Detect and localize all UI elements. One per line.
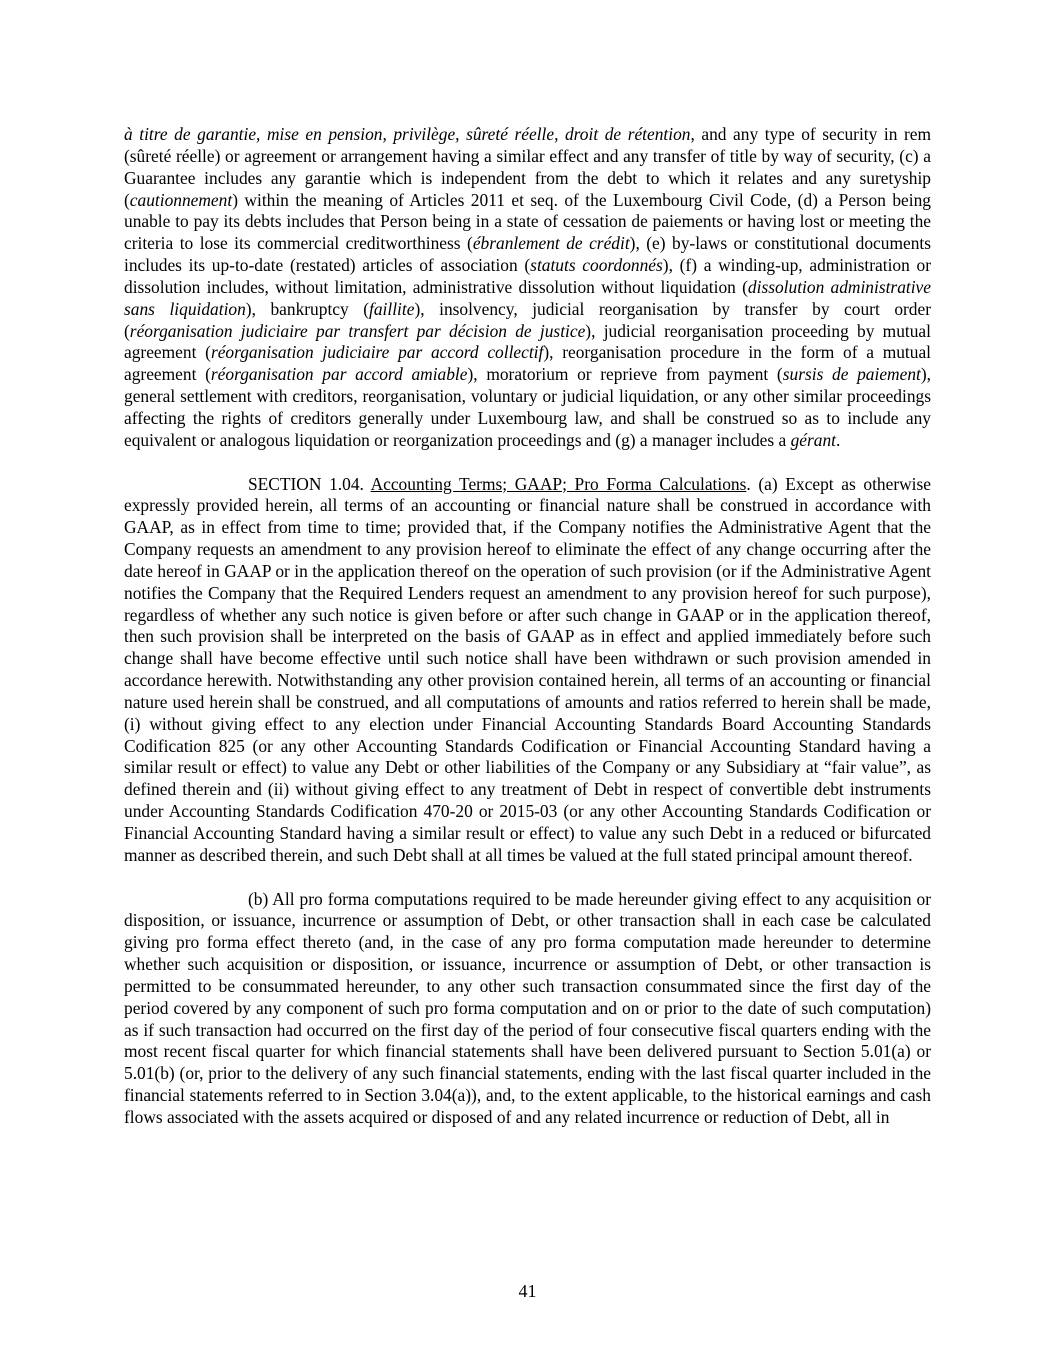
text-segment: sursis de paiement (782, 364, 921, 385)
document-page (124, 124, 931, 1129)
text-segment: . (835, 429, 841, 450)
text-segment: ), (e) by-laws or constitutional documents includes its up-to-date (restated) articles of association ( (124, 233, 931, 276)
text-segment: ), judicial reorganisation proceeding by mutual agreement ( (124, 320, 931, 363)
text-segment: ), general settlement with creditors, reorganisation, voluntary or judicial liquidation, or any other similar proceedings affecting the rights of creditors generally under Luxembourg law, and shall be construed so as to include any equivalent or analogous liquidation or reorganization proceedings and (g) a manager includes a (124, 364, 931, 450)
text-segment: ), moratorium or reprieve from payment ( (467, 364, 783, 385)
text-segment: ), reorganisation procedure in the form of a mutual agreement ( (124, 342, 932, 385)
text-segment: dissolution administrative sans liquidation (124, 276, 931, 319)
text-segment: (b) All pro forma computations required to be made hereunder giving effect to any acquisition or disposition, or issuance, incurrence or assumption of Debt, or other transaction shall in each case be calculated giving pro forma effect thereto (and, in the case of any pro forma computation made hereunder to determine whether such acquisition or disposition, or issuance, incurrence or assumption of Debt, or other transaction is permitted to be consummated hereunder, to any other such transaction consummated since the first day of the period covered by any component of such pro forma computation and on or prior to the date of such computation) as if such transaction had occurred on the first day of the period of four consecutive fiscal quarters ending with the most recent fiscal quarter for which financial statements shall have been delivered pursuant to Section 5.01(a) or 5.01(b) (or, prior to the delivery of any such financial statements, ending with the last fiscal quarter included in the financial statements referred to in Section 3.04(a)), and, to the extent applicable, to the historical earnings and cash flows associated with the assets acquired or disposed of and any related incurrence or reduction of Debt, all in (124, 888, 931, 1127)
section-1-04-paragraph (124, 474, 931, 867)
text-segment: réorganisation judiciaire par accord collectif (210, 342, 544, 363)
text-segment: réorganisation judiciaire par transfert par décision de justice (129, 320, 586, 341)
text-segment: , and any type of security in rem (sûreté réelle) or agreement or arrangement having a similar effect and any transfer of title by way of security, (c) a Guarantee includes any garantie which is independent from the debt to which it relates and any suretyship ( (124, 124, 931, 210)
definitions-paragraph (124, 124, 931, 452)
text-segment: . (a) Except as otherwise expressly provided herein, all terms of an accounting or financial nature shall be construed in accordance with GAAP, as in effect from time to time; provided that, if the Company notifies the Administrative Agent that the Company requests an amendment to any provision hereof to eliminate the effect of any change occurring after the date hereof in GAAP or in the application thereof on the operation of such provision (or if the Administrative Agent notifies the Company that the Required Lenders request an amendment to any provision hereof for such purpose), regardless of whether any such notice is given before or after such change in GAAP or in the application thereof, then such provision shall be interpreted on the basis of GAAP as in effect and applied immediately before such change shall have become effective until such notice shall have been withdrawn or such provision amended in accordance herewith. Notwithstanding any other provision contained herein, all terms of an accounting or financial nature used herein shall be construed, and all computations of amounts and ratios referred to herein shall be made, (i) without giving effect to any election under Financial Accounting Standards Board Accounting Standards Codification 825 (or any other Accounting Standards Codification or Financial Accounting Standard having a similar result or effect) to value any Debt or other liabilities of the Company or any Subsidiary at “fair value”, as defined therein and (ii) without giving effect to any treatment of Debt in respect of convertible debt instruments under Accounting Standards Codification 470-20 or 2015-03 (or any other Accounting Standards Codification or Financial Accounting Standard having a similar result or effect) to value any such Debt in a reduced or bifurcated manner as described therein, and such Debt shall at all times be valued at the full stated principal amount thereof. (124, 473, 931, 865)
text-segment: cautionnement (129, 189, 233, 210)
text-segment: statuts coordonnés (530, 255, 663, 276)
page-number: 41 (518, 1281, 537, 1301)
pro-forma-paragraph (124, 889, 931, 1129)
text-segment: ), insolvency, judicial reorganisation by transfer by court order ( (124, 298, 932, 341)
section-heading: Accounting Terms; GAAP; Pro Forma Calculations (370, 473, 747, 494)
section-number: SECTION 1.04. (248, 473, 371, 494)
text-segment: réorganisation par accord amiable (210, 364, 468, 385)
text-segment: gérant (790, 429, 836, 450)
text-segment: à titre de garantie, mise en pension, privilège, sûreté réelle, droit de rétention (124, 124, 691, 144)
text-segment: ), bankruptcy ( (245, 298, 370, 319)
text-segment: faillite (369, 298, 415, 319)
text-segment: ), (f) a winding-up, administration or dissolution includes, without limitation, administrative dissolution without liquidation ( (124, 255, 932, 297)
text-segment: ) within the meaning of Articles 2011 et seq. of the Luxembourg Civil Code, (d) a Person being unable to pay its debts includes that Person being in a state of cessation de paiements or having lost or meeting the criteria to lose its commercial creditworthiness ( (124, 189, 931, 254)
text-segment: ébranlement de crédit (472, 233, 630, 254)
